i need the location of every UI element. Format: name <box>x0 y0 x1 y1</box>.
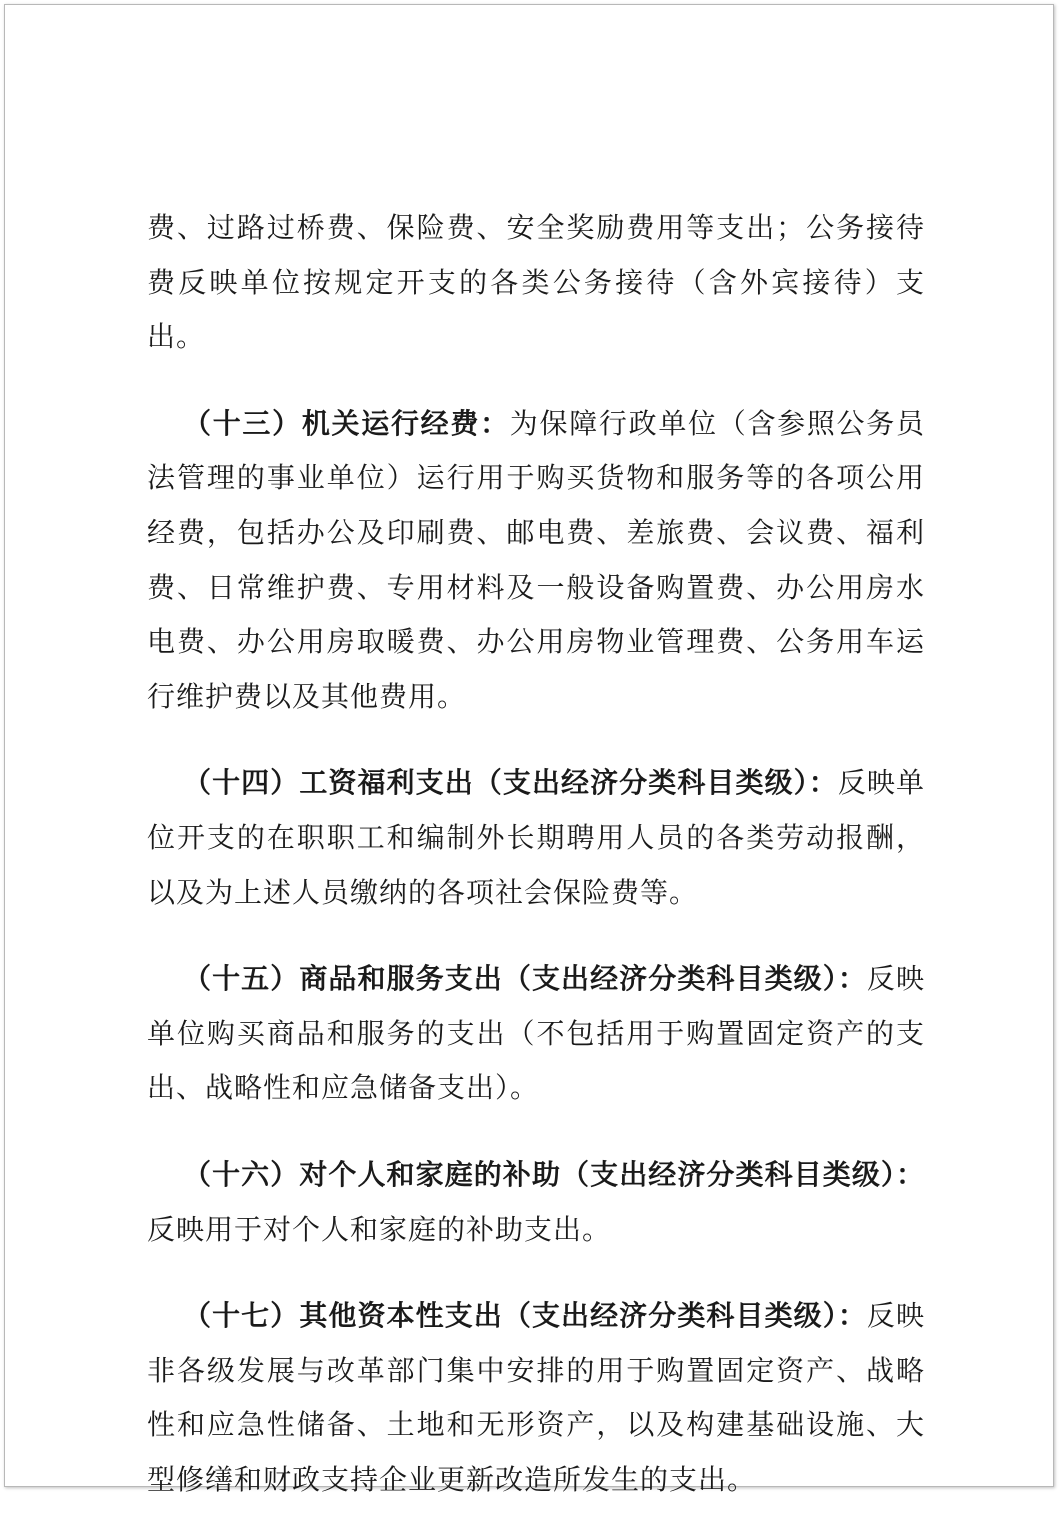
paragraph-item-13 <box>147 397 925 725</box>
paragraph-item-17 <box>147 1289 925 1507</box>
paragraph-text: 反映用于对个人和家庭的补助支出。 <box>147 1212 612 1246</box>
paragraph-term: （十六）对个人和家庭的补助（支出经济分类科目类级）： <box>183 1157 925 1191</box>
paragraph-text: 反映单位开支的在职职工和编制外长期聘用人员的各类劳动报酬，以及为上述人员缴纳的各项社会保险费等。 <box>147 766 925 909</box>
paragraph-continuation <box>147 201 925 365</box>
paragraph-item-15 <box>147 952 925 1116</box>
paragraph-item-16 <box>147 1148 925 1257</box>
paragraph-term: （十三）机关运行经费： <box>183 406 510 440</box>
paragraph-text: 反映非各级发展与改革部门集中安排的用于购置固定资产、战略性和应急性储备、土地和无形资产，以及构建基础设施、大型修缮和财政支持企业更新改造所发生的支出。 <box>147 1299 925 1496</box>
paragraph-text: 为保障行政单位（含参照公务员法管理的事业单位）运行用于购买货物和服务等的各项公用经费，包括办公及印刷费、邮电费、差旅费、会议费、福利费、日常维护费、专用材料及一般设备购置费、办公用房水电费、办公用房取暖费、办公用房物业管理费、公务用车运行维护费以及其他费用。 <box>147 406 925 713</box>
paragraph-term: （十七）其他资本性支出（支出经济分类科目类级）： <box>183 1299 867 1333</box>
paragraph-item-14 <box>147 756 925 920</box>
document-body <box>147 201 925 1539</box>
document-page <box>4 4 1054 1496</box>
paragraph-term: （十五）商品和服务支出（支出经济分类科目类级）： <box>183 962 867 996</box>
paragraph-text: 反映单位购买商品和服务的支出（不包括用于购置固定资产的支出、战略性和应急储备支出）。 <box>147 962 925 1105</box>
paragraph-text: 费、过路过桥费、保险费、安全奖励费用等支出；公务接待费反映单位按规定开支的各类公务接待（含外宾接待）支出。 <box>147 211 925 354</box>
paragraph-term: （十四）工资福利支出（支出经济分类科目类级）： <box>183 766 838 800</box>
